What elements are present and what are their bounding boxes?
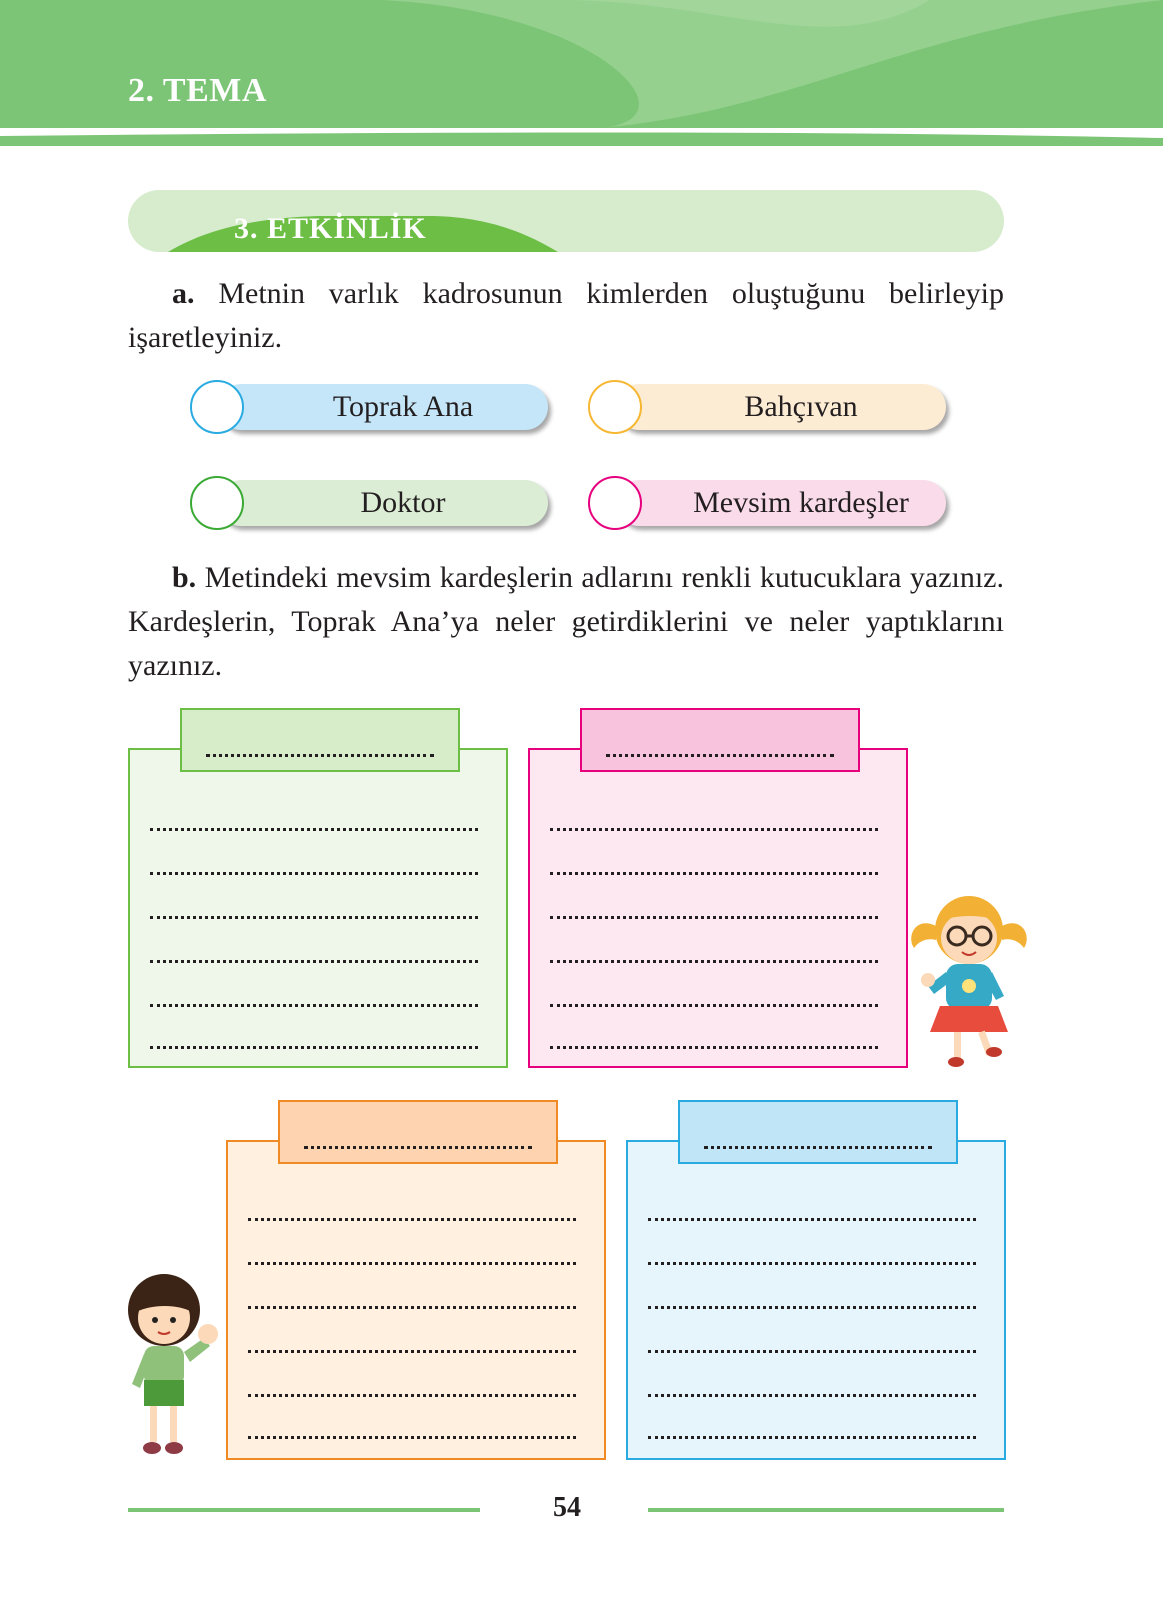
checkbox-toprak-ana[interactable] (190, 380, 244, 434)
instruction-a (128, 272, 1004, 360)
option-label: Toprak Ana (332, 390, 474, 423)
option-toprak-ana[interactable] (218, 384, 548, 430)
instruction-b (128, 556, 1004, 688)
writing-box-blue[interactable] (626, 1140, 1006, 1460)
writing-box-orange[interactable] (226, 1140, 606, 1460)
name-tab-green[interactable] (180, 708, 460, 772)
waving-girl-illustration (112, 1272, 222, 1462)
activity-title: 3. ETKİNLİK (234, 212, 427, 245)
option-label: Doktor (360, 486, 446, 519)
name-tab-blue[interactable] (678, 1100, 958, 1164)
writing-box-pink[interactable] (528, 748, 908, 1068)
option-mevsim-kardesler[interactable] (616, 480, 946, 526)
option-label: Bahçıvan (744, 390, 858, 423)
option-doktor[interactable] (218, 480, 548, 526)
name-tab-orange[interactable] (278, 1100, 558, 1164)
instruction-b-label: b. (172, 561, 197, 594)
option-bahcivan[interactable] (616, 384, 946, 430)
footer-rule-right (648, 1508, 1004, 1512)
theme-label: 2. TEMA (128, 72, 267, 109)
instruction-a-text: Metnin varlık kadrosunun kimlerden oluştuğunu belirleyip işaretleyiniz. (128, 277, 1004, 354)
writing-box-green[interactable] (128, 748, 508, 1068)
checkbox-doktor[interactable] (190, 476, 244, 530)
page-number: 54 (553, 1492, 581, 1523)
footer-rule-left (128, 1508, 480, 1512)
instruction-a-label: a. (172, 277, 195, 310)
instruction-b-text: Metindeki mevsim kardeşlerin adlarını renkli kutucuklara yazınız. Kardeşlerin, Toprak Ana’ya neler getirdiklerini ve neler yaptıklarını yazınız. (128, 561, 1004, 682)
option-label: Mevsim kardeşler (693, 486, 909, 519)
checkbox-mevsim-kardesler[interactable] (588, 476, 642, 530)
name-tab-pink[interactable] (580, 708, 860, 772)
girl-with-glasses-illustration (906, 886, 1032, 1072)
checkbox-bahcivan[interactable] (588, 380, 642, 434)
